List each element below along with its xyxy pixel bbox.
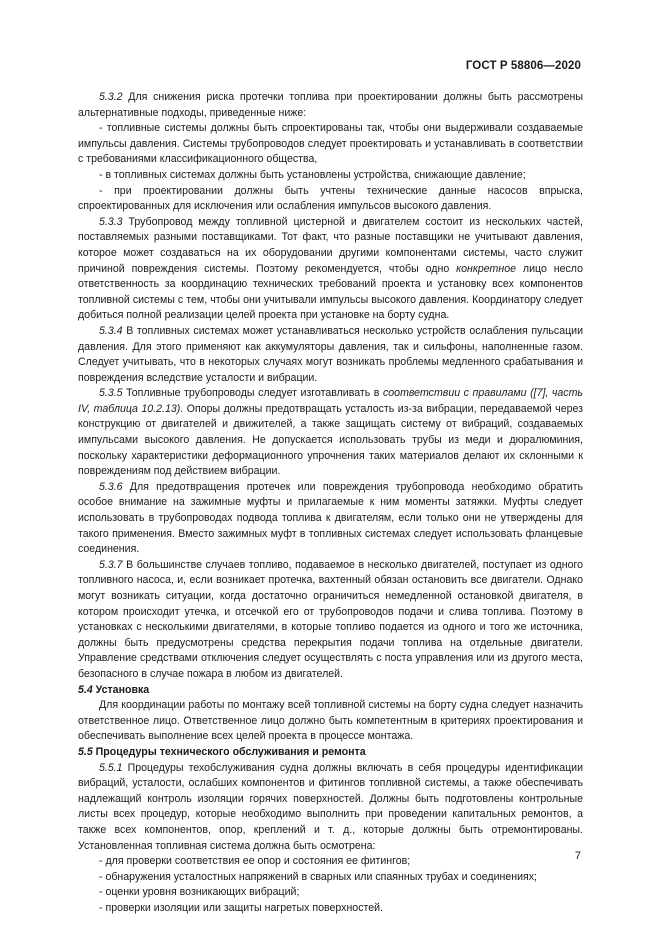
- emphasis-text: конкретное: [456, 262, 516, 275]
- section-title: Процедуры технического обслуживания и ремонта: [92, 745, 366, 758]
- clause-5-3-2: [78, 90, 583, 121]
- list-item: - для проверки соответствия ее опор и состояния ее фитингов;: [99, 855, 411, 868]
- clause-text: В топливных системах может устанавливаться несколько устройств ослабления пульсации давления. Для этого применяют как аккумуляторы давления, так и сильфоны, наполненные газом. Следует учитывать, что в некоторых случаях могут возникать проблемы медленного срабатывания и повреждения вследствие усталости и вибрации.: [78, 324, 583, 384]
- clause-number: 5.3.2: [99, 91, 123, 103]
- list-item: - при проектировании должны быть учтены технические данные насосов впрыска, спроектированных для исключения или ослабления импульсов высокого давления.: [78, 184, 583, 213]
- section-5-4-text: Для координации работы по монтажу всей топливной системы на борту судна следует назначить ответственное лицо. Ответственное лицо должно быть компетентным в критериях проектирования и обеспечивать выполнение всех целей проекта в процессе монтажа.: [78, 699, 583, 743]
- clause-5-5-1: [78, 761, 583, 855]
- list-item: - в топливных системах должны быть установлены устройства, снижающие давление;: [99, 168, 526, 181]
- clause-text: Для снижения риска протечки топлива при проектировании должны быть рассмотрены альтернативные подходы, приведенные ниже:: [78, 91, 583, 119]
- clause-5-3-3: [78, 215, 583, 324]
- clause-number: 5.3.5: [99, 387, 123, 400]
- clause-number: 5.3.7: [99, 558, 123, 571]
- standard-designation: ГОСТ Р 58806—2020: [465, 60, 581, 72]
- clause-text: В большинстве случаев топливо, подаваемое в несколько двигателей, поступает из одного топливного насоса, и, если возникает протечка, вахтенный обязан остановить все двигатели. Однако могут возникать ситуации, когда достаточно ограничиться немедленной остановкой двигателя, в котором происходит утечка, и отсечкой его от трубопроводов подачи и слива топлива. Поэтому в установках с несколькими двигателями, в которые топливо подается из одного и того же источника, должны быть предусмотрены средства перекрытия подачи топлива на отдельные двигатели. Управление средствами отключения следует осуществлять с поста управления или из другого места, безопасного в случае пожара в любом из двигателей.: [78, 558, 583, 680]
- page-body: [78, 90, 583, 916]
- clause-text: Процедуры техобслуживания судна должны включать в себя процедуры идентификации вибраций, усталости, ослабших компонентов и фитингов топливной системы, а также обеспечивать надлежащий контроль изоляции горячих поверхностей. Должны быть подготовлены контрольные листы всех процедур, которые необходимо выполнить при проведении капитальных ремонтов, а также всех компонентов, опор, креплений и т. д., которые должны быть отремонтированы. Установленная топливная система должна быть осмотрена:: [78, 761, 583, 852]
- clause-5-3-6: [78, 480, 583, 558]
- section-title: Установка: [92, 683, 150, 696]
- section-number: 5.5: [78, 745, 93, 758]
- clause-5-3-4: [78, 324, 583, 386]
- clause-5-3-5: [78, 386, 583, 480]
- clause-text: . Опоры должны предотвращать усталость из-за вибрации, передаваемой через конструкцию от двигателей и движителей, а также защищать систему от вибраций, создаваемых импульсами высокого давления. Не допускается использовать трубы из меди и дюралюминия, поскольку характеристики деформационного упрочнения таких материалов делают их склонными к повреждениям под действием вибрации.: [78, 402, 583, 478]
- section-number: 5.4: [78, 683, 93, 696]
- clause-number: 5.3.6: [99, 480, 123, 493]
- clause-text: Топливные трубопроводы следует изготавливать в: [122, 387, 383, 400]
- list-item: - проверки изоляции или защиты нагретых поверхностей.: [99, 901, 383, 914]
- clause-number: 5.3.3: [99, 215, 123, 228]
- clause-number: 5.3.4: [99, 324, 123, 337]
- clause-text: Для предотвращения протечек или повреждения трубопровода необходимо обратить особое внимание на зажимные муфты и прилагаемые к ним моменты затяжки. Муфты следует использовать в трубопроводах подвода топлива к двигателям, если только они не утверждены для такого применения. Вместо зажимных муфт в топливных системах следует использовать фланцевые соединения.: [78, 480, 583, 556]
- page-number: 7: [574, 850, 581, 862]
- list-item: - обнаружения усталостных напряжений в сварных или спаянных трубах и соединениях;: [99, 870, 537, 883]
- clause-number: 5.5.1: [99, 761, 123, 774]
- clause-text: лицо несло ответственность за координацию технических требований проекта и установку всех компонентов топливной системы с тем, чтобы они учитывали импульсы высокого давления. Координатору следует добиться полной реализации целей проекта при установке на борту судна.: [78, 262, 584, 322]
- reference-text: соответствии с правилами ([7], часть IV, таблица 10.2.13): [78, 387, 583, 415]
- section-heading-5-5: [78, 745, 583, 761]
- clause-text: Трубопровод между топливной цистерной и двигателем состоит из нескольких частей, поставляемых разными поставщиками. Тот факт, что разные поставщики не учитывают давления, которое может создаваться на их оборудовании другими компонентами системы, часто служит причиной повреждения системы. Поэтому рекомендуется, чтобы одно: [78, 215, 583, 275]
- clause-5-3-7: [78, 558, 583, 683]
- section-heading-5-4: [78, 683, 583, 699]
- list-item: - топливные системы должны быть спроектированы так, чтобы они выдерживали создаваемые импульсы давления. Системы трубопроводов следует проектировать и устанавливать в соответствии с требованиями классификационного общества,: [78, 122, 583, 166]
- list-item: - оценки уровня возникающих вибраций;: [99, 886, 300, 899]
